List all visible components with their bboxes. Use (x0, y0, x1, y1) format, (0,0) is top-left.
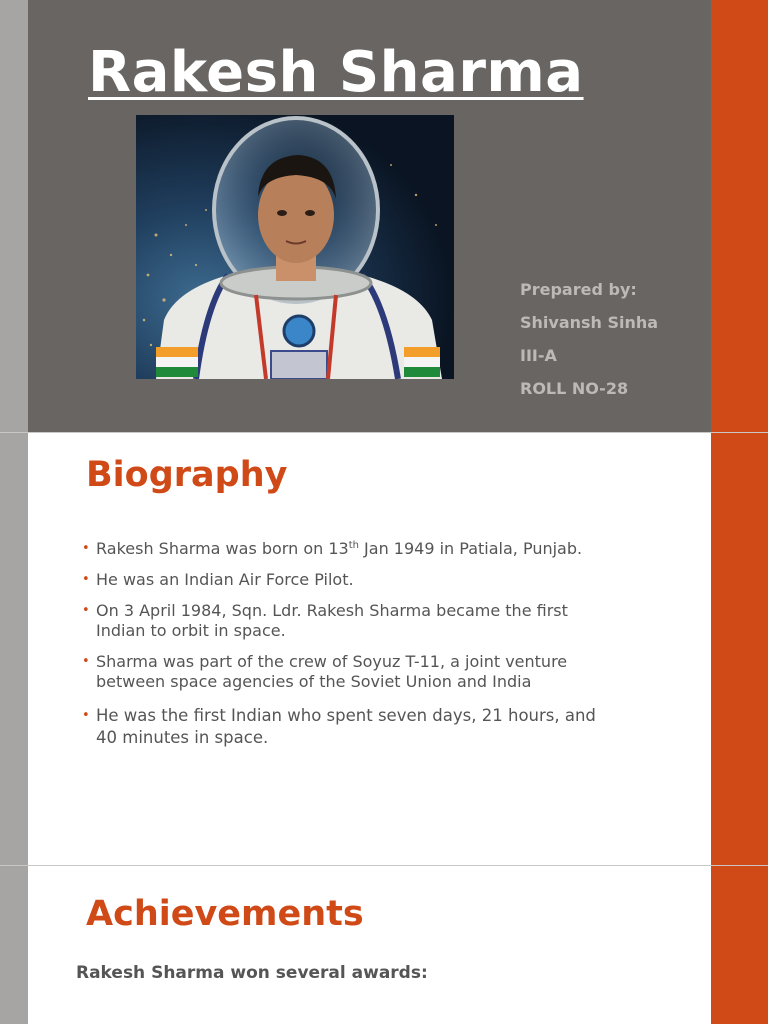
right-accent-bar (711, 433, 768, 865)
title-slide (28, 0, 711, 432)
prepared-by-block (520, 279, 658, 411)
list-item (82, 570, 622, 590)
bullet-icon: • (82, 708, 90, 723)
biography-heading: Biography (86, 455, 288, 495)
bullet-text: Jan 1949 in Patiala, Punjab. (358, 539, 583, 558)
left-side-bar (0, 0, 28, 432)
list-item (82, 705, 622, 749)
left-side-bar (0, 433, 28, 865)
bullet-text: On 3 April 1984, Sqn. Ldr. Rakesh Sharma became the first Indian to orbit in space. (96, 601, 568, 640)
right-accent-bar (711, 866, 768, 1024)
bullet-text: He was an Indian Air Force Pilot. (96, 570, 354, 589)
achievements-heading: Achievements (86, 894, 364, 934)
bullet-icon: • (82, 541, 90, 556)
astronaut-photo (136, 115, 454, 379)
author-roll-no: ROLL NO-28 (520, 379, 629, 398)
awards-intro-text: Rakesh Sharma won several awards: (76, 963, 428, 983)
bullet-text: Rakesh Sharma was born on 13 (96, 539, 349, 558)
right-accent-bar (711, 0, 768, 432)
prepared-by-label: Prepared by: (520, 280, 637, 299)
slide-title: Rakesh Sharma (88, 40, 584, 105)
list-item (82, 652, 622, 692)
bullet-icon: • (82, 654, 90, 669)
left-side-bar (0, 866, 28, 1024)
biography-list (82, 539, 622, 749)
list-item (82, 539, 622, 559)
bullet-icon: • (82, 572, 90, 587)
bullet-text: Sharma was part of the crew of Soyuz T-11, a joint venture between space agencies of the Soviet Union and India (96, 652, 568, 691)
ordinal-suffix: th (348, 540, 359, 551)
bullet-text: He was the first Indian who spent seven days, 21 hours, and 40 minutes in space. (96, 706, 596, 747)
achievements-slide (28, 866, 711, 1024)
author-class: III-A (520, 346, 557, 365)
bullet-icon: • (82, 603, 90, 618)
biography-slide (28, 433, 711, 865)
list-item (82, 601, 622, 641)
author-name: Shivansh Sinha (520, 313, 659, 332)
